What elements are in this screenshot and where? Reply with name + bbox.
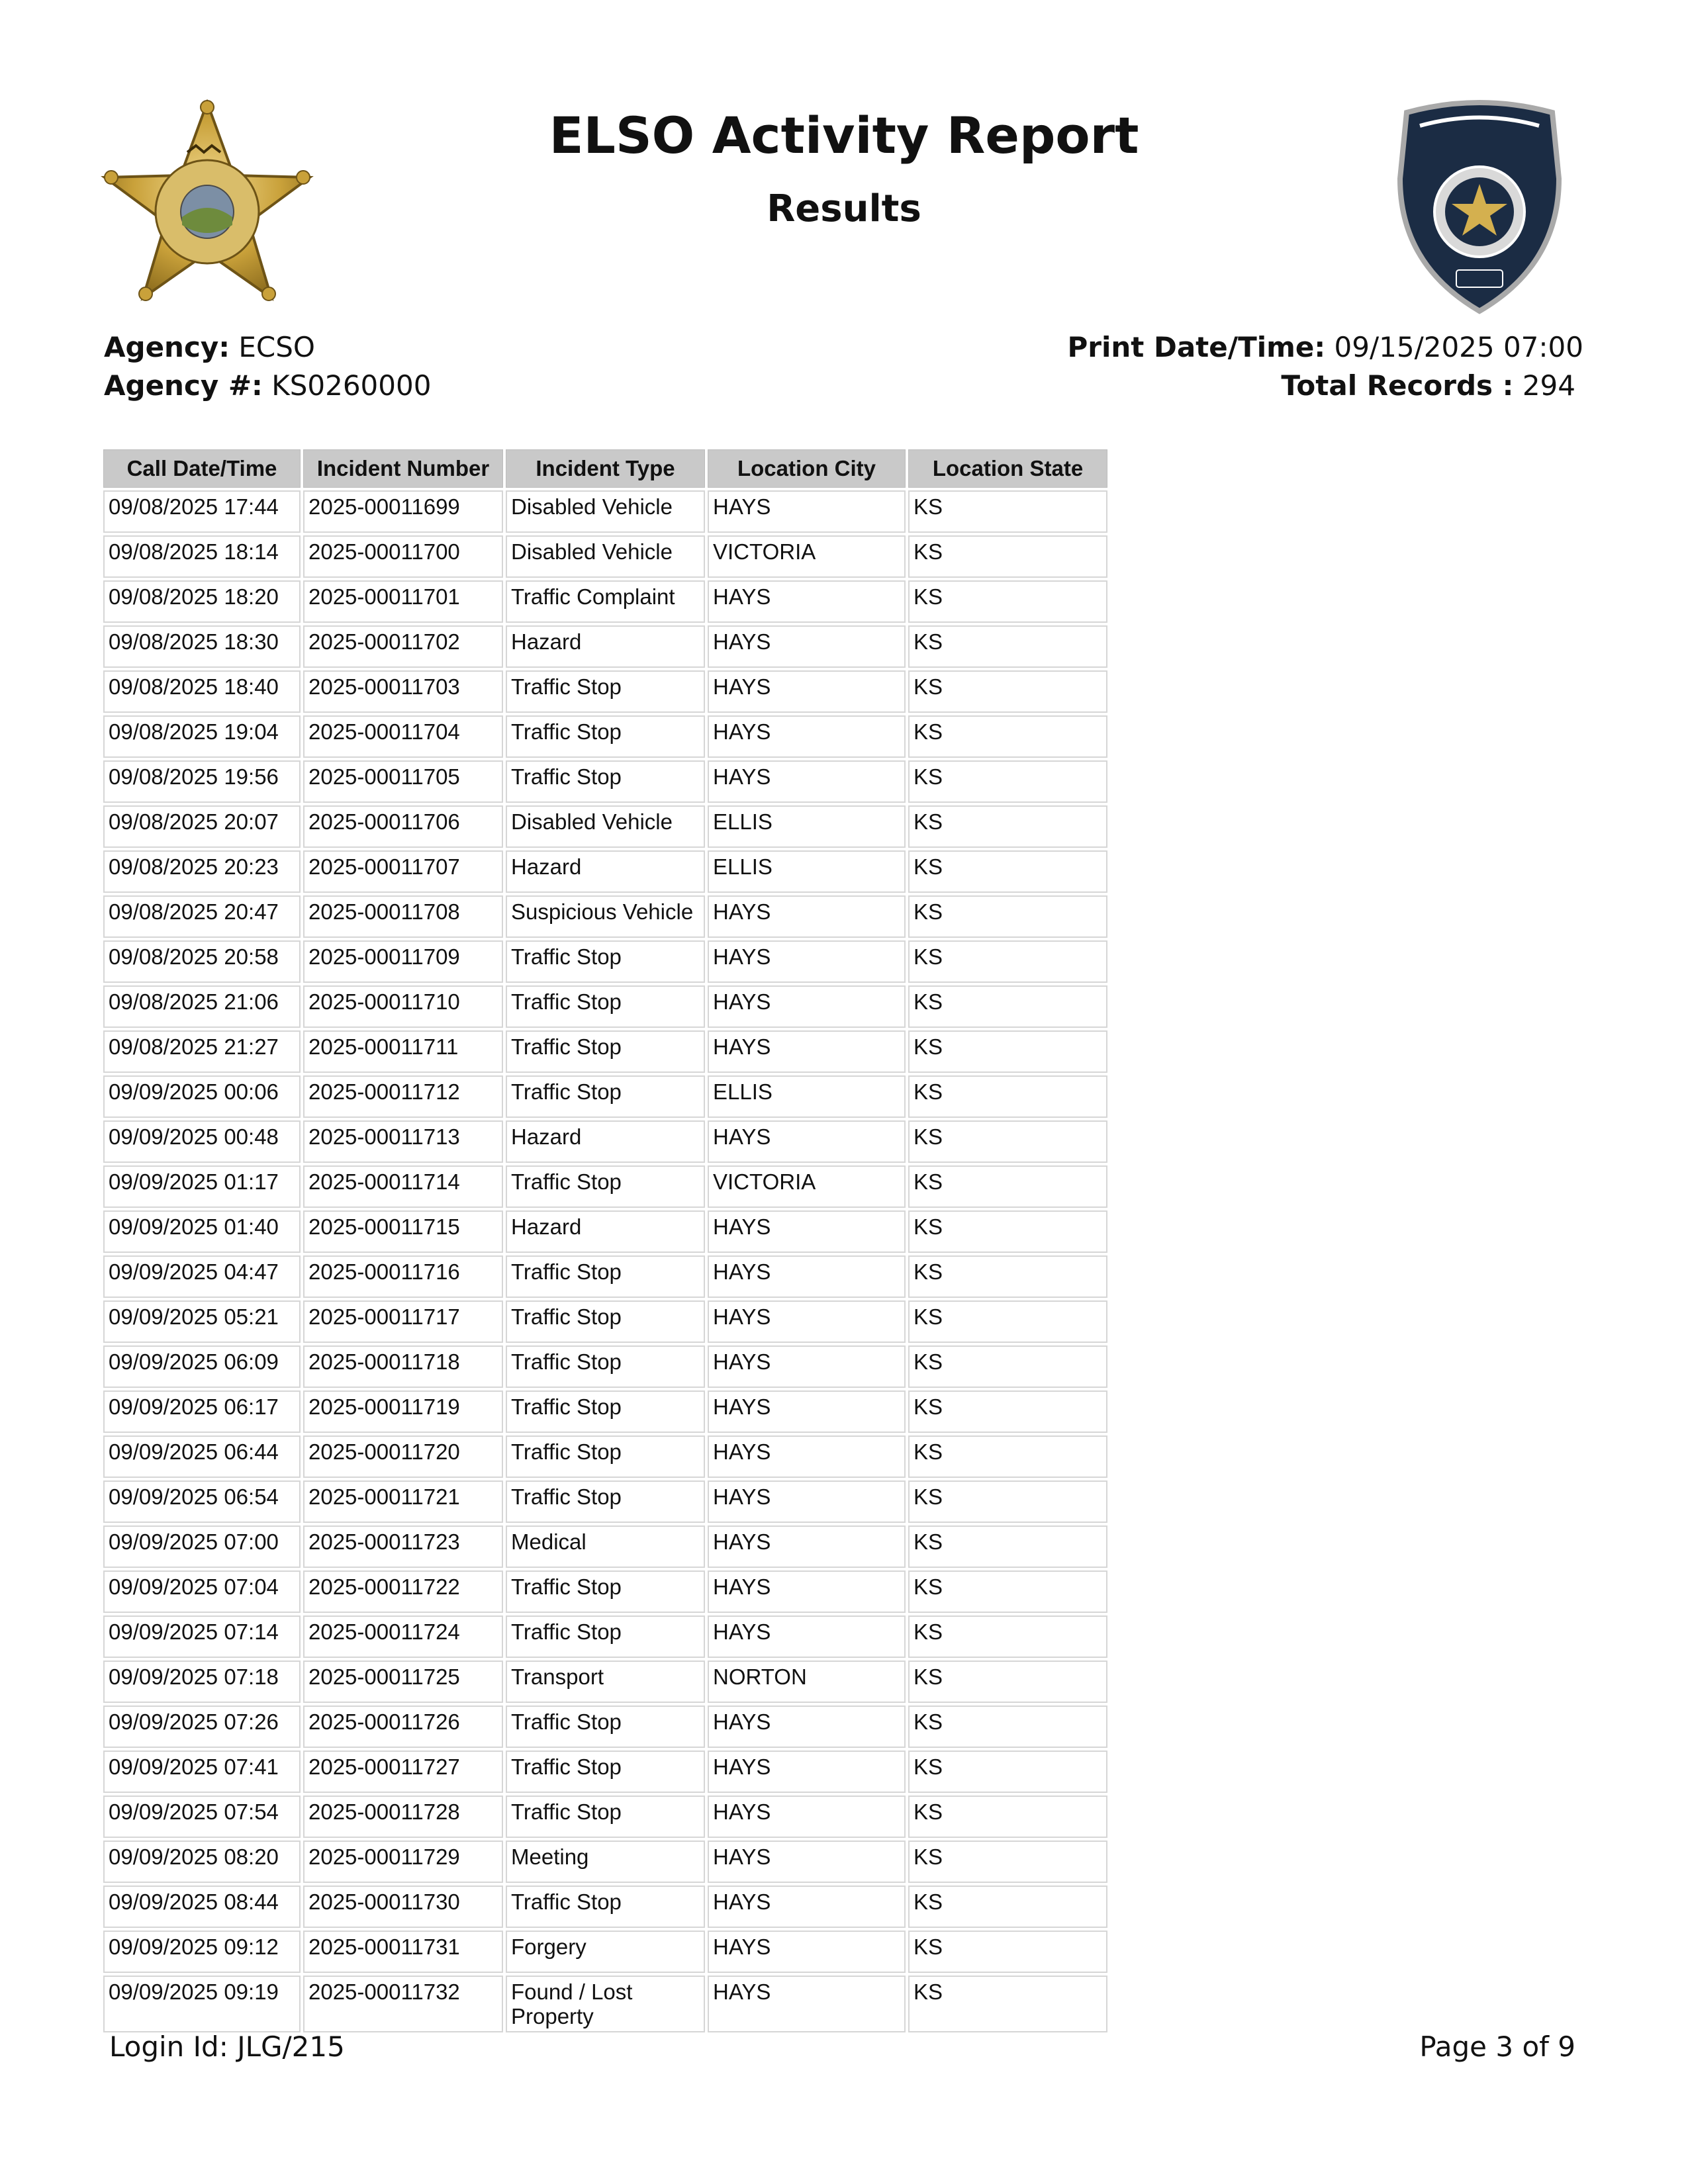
- table-cell: 09/09/2025 07:04: [103, 1570, 301, 1613]
- table-cell: ELLIS: [708, 850, 906, 893]
- table-cell: 09/09/2025 08:20: [103, 1841, 301, 1883]
- table-row: [103, 1345, 1107, 1388]
- table-row: [103, 1976, 1107, 2032]
- table-cell: Traffic Stop: [506, 670, 705, 713]
- table-cell: 09/08/2025 19:56: [103, 760, 301, 803]
- table-cell: KS: [908, 625, 1107, 668]
- table-cell: 2025-00011729: [303, 1841, 503, 1883]
- table-row: [103, 1841, 1107, 1883]
- table-cell: KS: [908, 1976, 1107, 2032]
- table-cell: NORTON: [708, 1661, 906, 1703]
- table-row: [103, 1030, 1107, 1073]
- table-cell: 09/08/2025 18:40: [103, 670, 301, 713]
- table-cell: HAYS: [708, 940, 906, 983]
- table-cell: Suspicious Vehicle: [506, 895, 705, 938]
- table-cell: HAYS: [708, 760, 906, 803]
- table-cell: Traffic Stop: [506, 1706, 705, 1748]
- table-cell: HAYS: [708, 1255, 906, 1298]
- column-header: Incident Type: [506, 449, 705, 488]
- table-cell: HAYS: [708, 1976, 906, 2032]
- table-cell: 09/08/2025 20:58: [103, 940, 301, 983]
- table-cell: Forgery: [506, 1931, 705, 1973]
- table-cell: HAYS: [708, 1706, 906, 1748]
- table-cell: 2025-00011727: [303, 1751, 503, 1793]
- table-cell: KS: [908, 1570, 1107, 1613]
- table-cell: 09/09/2025 04:47: [103, 1255, 301, 1298]
- table-row: [103, 625, 1107, 668]
- table-cell: KS: [908, 1255, 1107, 1298]
- print-info: [1067, 328, 1583, 405]
- table-cell: 09/08/2025 21:06: [103, 985, 301, 1028]
- table-cell: HAYS: [708, 1480, 906, 1523]
- table-cell: 09/09/2025 07:00: [103, 1525, 301, 1568]
- table-row: [103, 940, 1107, 983]
- table-cell: 2025-00011714: [303, 1165, 503, 1208]
- table-cell: HAYS: [708, 670, 906, 713]
- table-cell: KS: [908, 1480, 1107, 1523]
- table-cell: 09/09/2025 05:21: [103, 1300, 301, 1343]
- table-cell: KS: [908, 1210, 1107, 1253]
- table-cell: Hazard: [506, 625, 705, 668]
- table-cell: Traffic Stop: [506, 1390, 705, 1433]
- table-cell: HAYS: [708, 1886, 906, 1928]
- table-cell: 2025-00011707: [303, 850, 503, 893]
- table-row: [103, 1300, 1107, 1343]
- table-cell: HAYS: [708, 1615, 906, 1658]
- column-header: Incident Number: [303, 449, 503, 488]
- table-cell: Transport: [506, 1661, 705, 1703]
- table-cell: HAYS: [708, 895, 906, 938]
- column-header: Call Date/Time: [103, 449, 301, 488]
- table-cell: 09/09/2025 07:26: [103, 1706, 301, 1748]
- table-cell: HAYS: [708, 1210, 906, 1253]
- table-cell: 09/08/2025 18:14: [103, 535, 301, 578]
- table-cell: 09/08/2025 19:04: [103, 715, 301, 758]
- table-cell: Meeting: [506, 1841, 705, 1883]
- results-table: [101, 447, 1110, 2035]
- agency-value: ECSO: [230, 331, 315, 363]
- table-cell: 09/09/2025 07:14: [103, 1615, 301, 1658]
- table-cell: 2025-00011702: [303, 625, 503, 668]
- table-cell: Traffic Stop: [506, 1255, 705, 1298]
- table-cell: 09/08/2025 18:20: [103, 580, 301, 623]
- table-cell: 09/09/2025 06:09: [103, 1345, 301, 1388]
- table-row: [103, 805, 1107, 848]
- table-cell: HAYS: [708, 1345, 906, 1388]
- table-cell: 2025-00011716: [303, 1255, 503, 1298]
- table-cell: ELLIS: [708, 1075, 906, 1118]
- table-cell: KS: [908, 1706, 1107, 1748]
- table-cell: HAYS: [708, 985, 906, 1028]
- table-row: [103, 1570, 1107, 1613]
- table-cell: HAYS: [708, 1120, 906, 1163]
- table-row: [103, 1435, 1107, 1478]
- table-row: [103, 895, 1107, 938]
- table-row: [103, 1751, 1107, 1793]
- table-cell: 2025-00011706: [303, 805, 503, 848]
- table-cell: HAYS: [708, 490, 906, 533]
- agency-number-value: KS0260000: [262, 369, 432, 402]
- table-cell: HAYS: [708, 1030, 906, 1073]
- table-row: [103, 1390, 1107, 1433]
- table-cell: 2025-00011704: [303, 715, 503, 758]
- table-cell: KS: [908, 760, 1107, 803]
- table-row: [103, 1165, 1107, 1208]
- table-body: [103, 490, 1107, 2032]
- table-cell: 2025-00011715: [303, 1210, 503, 1253]
- table-cell: HAYS: [708, 715, 906, 758]
- print-datetime-line: [1067, 328, 1583, 367]
- table-cell: KS: [908, 670, 1107, 713]
- table-cell: 2025-00011699: [303, 490, 503, 533]
- print-datetime-label: Print Date/Time:: [1067, 331, 1326, 363]
- table-cell: HAYS: [708, 1796, 906, 1838]
- table-row: [103, 850, 1107, 893]
- table-cell: 2025-00011725: [303, 1661, 503, 1703]
- table-cell: Disabled Vehicle: [506, 490, 705, 533]
- table-cell: KS: [908, 1345, 1107, 1388]
- table-cell: 09/09/2025 01:40: [103, 1210, 301, 1253]
- table-cell: Hazard: [506, 1210, 705, 1253]
- table-cell: 09/08/2025 20:23: [103, 850, 301, 893]
- table-row: [103, 1210, 1107, 1253]
- table-cell: Traffic Stop: [506, 1435, 705, 1478]
- table-cell: 2025-00011719: [303, 1390, 503, 1433]
- report-subtitle: Results: [767, 187, 921, 230]
- page-number: Page 3 of 9: [1419, 2030, 1575, 2063]
- table-cell: KS: [908, 1841, 1107, 1883]
- table-cell: HAYS: [708, 1751, 906, 1793]
- agency-number-label: Agency #:: [104, 369, 263, 402]
- table-cell: KS: [908, 1075, 1107, 1118]
- table-row: [103, 1615, 1107, 1658]
- table-cell: 2025-00011732: [303, 1976, 503, 2032]
- report-title: ELSO Activity Report: [549, 106, 1139, 165]
- table-row: [103, 715, 1107, 758]
- table-cell: 09/09/2025 06:17: [103, 1390, 301, 1433]
- table-cell: KS: [908, 1435, 1107, 1478]
- table-cell: HAYS: [708, 1435, 906, 1478]
- table-cell: KS: [908, 1661, 1107, 1703]
- table-row: [103, 1706, 1107, 1748]
- table-cell: 2025-00011709: [303, 940, 503, 983]
- table-cell: Medical: [506, 1525, 705, 1568]
- table-cell: 09/08/2025 17:44: [103, 490, 301, 533]
- table-cell: VICTORIA: [708, 1165, 906, 1208]
- table-row: [103, 1255, 1107, 1298]
- table-row: [103, 670, 1107, 713]
- table-cell: HAYS: [708, 1570, 906, 1613]
- table-cell: KS: [908, 1751, 1107, 1793]
- table-cell: 2025-00011720: [303, 1435, 503, 1478]
- table-cell: Traffic Stop: [506, 1030, 705, 1073]
- table-cell: 09/08/2025 18:30: [103, 625, 301, 668]
- table-cell: 09/09/2025 07:41: [103, 1751, 301, 1793]
- table-cell: KS: [908, 895, 1107, 938]
- print-datetime-value: 09/15/2025 07:00: [1325, 331, 1583, 363]
- table-cell: Traffic Stop: [506, 940, 705, 983]
- table-cell: 09/09/2025 06:54: [103, 1480, 301, 1523]
- table-cell: 2025-00011717: [303, 1300, 503, 1343]
- agency-info: [104, 328, 431, 405]
- table-cell: KS: [908, 1931, 1107, 1973]
- table-row: [103, 1931, 1107, 1973]
- table-cell: Disabled Vehicle: [506, 535, 705, 578]
- table-cell: VICTORIA: [708, 535, 906, 578]
- table-cell: KS: [908, 1165, 1107, 1208]
- table-row: [103, 1796, 1107, 1838]
- table-cell: 2025-00011731: [303, 1931, 503, 1973]
- table-cell: KS: [908, 715, 1107, 758]
- table-cell: KS: [908, 1120, 1107, 1163]
- table-cell: KS: [908, 1886, 1107, 1928]
- total-records-value: 294: [1513, 369, 1575, 402]
- table-cell: 2025-00011728: [303, 1796, 503, 1838]
- table-row: [103, 1075, 1107, 1118]
- table-cell: 09/09/2025 06:44: [103, 1435, 301, 1478]
- table-cell: Traffic Stop: [506, 1570, 705, 1613]
- total-records-label: Total Records :: [1281, 369, 1514, 402]
- table-cell: HAYS: [708, 1300, 906, 1343]
- table-cell: 2025-00011711: [303, 1030, 503, 1073]
- table-cell: KS: [908, 1300, 1107, 1343]
- table-cell: Traffic Complaint: [506, 580, 705, 623]
- total-records-line: [1067, 367, 1583, 405]
- table-cell: 09/09/2025 07:54: [103, 1796, 301, 1838]
- table-row: [103, 1661, 1107, 1703]
- table-cell: 2025-00011701: [303, 580, 503, 623]
- table-cell: 09/09/2025 07:18: [103, 1661, 301, 1703]
- table-row: [103, 535, 1107, 578]
- agency-number-line: [104, 367, 431, 405]
- star-badge-logo: [98, 99, 316, 318]
- table-cell: Traffic Stop: [506, 1751, 705, 1793]
- table-cell: 09/09/2025 08:44: [103, 1886, 301, 1928]
- table-cell: Traffic Stop: [506, 1345, 705, 1388]
- table-cell: 2025-00011708: [303, 895, 503, 938]
- table-cell: 2025-00011703: [303, 670, 503, 713]
- table-cell: HAYS: [708, 580, 906, 623]
- column-header: Location State: [908, 449, 1107, 488]
- table-cell: Traffic Stop: [506, 1075, 705, 1118]
- table-cell: Traffic Stop: [506, 1165, 705, 1208]
- table-row: [103, 490, 1107, 533]
- table-cell: KS: [908, 535, 1107, 578]
- table-cell: Traffic Stop: [506, 1886, 705, 1928]
- table-cell: 09/09/2025 09:12: [103, 1931, 301, 1973]
- table-row: [103, 1525, 1107, 1568]
- table-cell: KS: [908, 850, 1107, 893]
- table-cell: 09/08/2025 21:27: [103, 1030, 301, 1073]
- table-header-row: [103, 449, 1107, 488]
- table-cell: 09/08/2025 20:07: [103, 805, 301, 848]
- table-cell: KS: [908, 1525, 1107, 1568]
- table-cell: HAYS: [708, 625, 906, 668]
- table-cell: 09/08/2025 20:47: [103, 895, 301, 938]
- sheriff-shield-logo: [1393, 99, 1566, 318]
- table-cell: ELLIS: [708, 805, 906, 848]
- table-cell: 2025-00011721: [303, 1480, 503, 1523]
- table-cell: KS: [908, 490, 1107, 533]
- table-cell: 2025-00011722: [303, 1570, 503, 1613]
- table-row: [103, 985, 1107, 1028]
- column-header: Location City: [708, 449, 906, 488]
- table-cell: Hazard: [506, 1120, 705, 1163]
- agency-label: Agency:: [104, 331, 230, 363]
- table-cell: Traffic Stop: [506, 1796, 705, 1838]
- table-cell: 2025-00011724: [303, 1615, 503, 1658]
- table-cell: 09/09/2025 01:17: [103, 1165, 301, 1208]
- table-cell: 2025-00011730: [303, 1886, 503, 1928]
- login-id: Login Id: JLG/215: [109, 2030, 345, 2063]
- table-cell: 2025-00011712: [303, 1075, 503, 1118]
- table-cell: 2025-00011718: [303, 1345, 503, 1388]
- table-cell: Traffic Stop: [506, 1300, 705, 1343]
- table-cell: 2025-00011700: [303, 535, 503, 578]
- table-cell: 2025-00011723: [303, 1525, 503, 1568]
- table-row: [103, 760, 1107, 803]
- table-cell: Hazard: [506, 850, 705, 893]
- table-cell: HAYS: [708, 1931, 906, 1973]
- agency-line: [104, 328, 431, 367]
- table-cell: 2025-00011710: [303, 985, 503, 1028]
- table-cell: Traffic Stop: [506, 715, 705, 758]
- table-row: [103, 1480, 1107, 1523]
- table-cell: Traffic Stop: [506, 1480, 705, 1523]
- table-cell: Traffic Stop: [506, 760, 705, 803]
- table-cell: KS: [908, 985, 1107, 1028]
- table-cell: KS: [908, 580, 1107, 623]
- table-cell: 2025-00011713: [303, 1120, 503, 1163]
- table-cell: HAYS: [708, 1841, 906, 1883]
- table-cell: Found / Lost Property: [506, 1976, 705, 2032]
- table-cell: 2025-00011726: [303, 1706, 503, 1748]
- table-cell: 2025-00011705: [303, 760, 503, 803]
- table-row: [103, 1886, 1107, 1928]
- table-cell: HAYS: [708, 1390, 906, 1433]
- table-cell: Disabled Vehicle: [506, 805, 705, 848]
- table-row: [103, 1120, 1107, 1163]
- table-row: [103, 580, 1107, 623]
- table-cell: Traffic Stop: [506, 1615, 705, 1658]
- table-cell: KS: [908, 805, 1107, 848]
- table-cell: Traffic Stop: [506, 985, 705, 1028]
- table-cell: 09/09/2025 09:19: [103, 1976, 301, 2032]
- table-cell: 09/09/2025 00:06: [103, 1075, 301, 1118]
- table-cell: HAYS: [708, 1525, 906, 1568]
- table-cell: KS: [908, 1030, 1107, 1073]
- table-cell: KS: [908, 1390, 1107, 1433]
- table-cell: KS: [908, 940, 1107, 983]
- table-cell: KS: [908, 1796, 1107, 1838]
- table-cell: 09/09/2025 00:48: [103, 1120, 301, 1163]
- table-cell: KS: [908, 1615, 1107, 1658]
